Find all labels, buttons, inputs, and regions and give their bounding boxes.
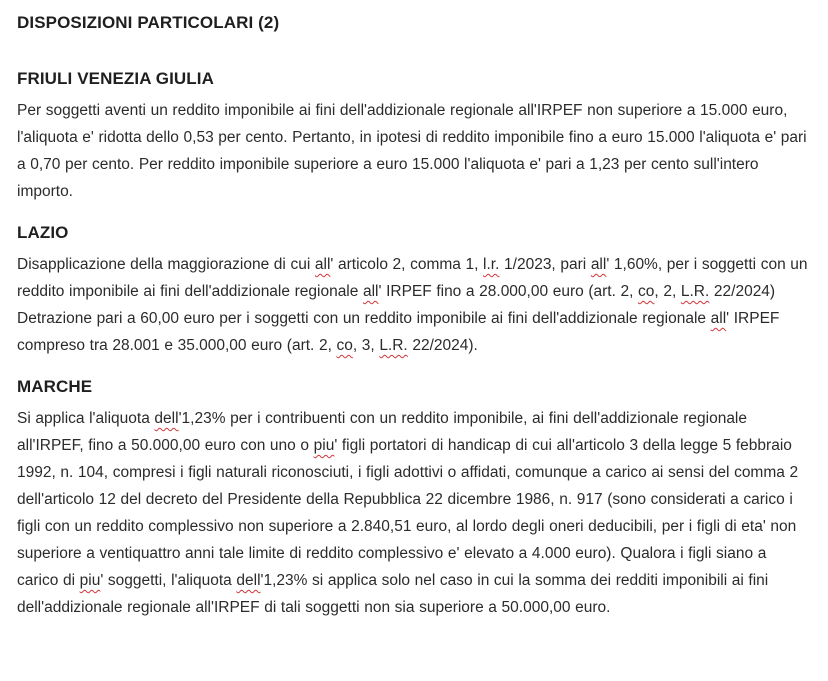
- misspelled-word: dell: [154, 410, 179, 427]
- text-run: ' articolo 2, comma 1,: [330, 256, 484, 273]
- text-run: '1,23% si applica solo nel caso in cui la somma dei redditi imponibili ai fini dell'addizionale regionale all'IRPEF di tali soggetti non sia superiore a 50.000,00 euro.: [17, 572, 769, 616]
- text-run: 22/2024) Detrazione pari a 60,00 euro per i soggetti con un reddito imponibile ai fini dell'addizionale regionale: [17, 283, 776, 327]
- misspelled-word: all: [314, 256, 331, 273]
- misspelled-word: co: [336, 337, 353, 354]
- page-title: DISPOSIZIONI PARTICOLARI (2): [17, 13, 280, 32]
- section-heading: MARCHE: [17, 377, 93, 396]
- text-run: ' figli portatori di handicap di cui all'articolo 3 della legge 5 febbraio 1992, n. 104, compresi i figli naturali riconosciuti, i figli adottivi o affidati, comunque a carico ai sensi del comma 2 dell'articolo 12 del decreto del Presidente della Repubblica 22 dicembre 1986, n. 917 (sono considerati a carico i figli con un reddito complessivo non superiore a 2.840,51 euro, al lordo degli oneri deducibili, per i figli di eta' non superiore a ventiquattro anni tale limite di reddito complessivo e' elevato a 4.000 euro). Qualora i figli siano a carico di: [17, 437, 799, 589]
- text-run: 22/2024).: [407, 337, 478, 354]
- section-heading: LAZIO: [17, 223, 69, 242]
- misspelled-word: piu: [313, 437, 335, 454]
- misspelled-word: l.r.: [483, 256, 500, 273]
- text-run: , 3,: [352, 337, 380, 354]
- section-heading: FRIULI VENEZIA GIULIA: [17, 69, 214, 88]
- misspelled-word: all: [710, 310, 727, 327]
- section-lazio: [17, 222, 812, 359]
- section-paragraph: [17, 97, 812, 205]
- misspelled-word: piu: [79, 572, 101, 589]
- text-run: Si applica l'aliquota: [17, 410, 155, 427]
- misspelled-word: co: [638, 283, 655, 300]
- text-run: Per soggetti aventi un reddito imponibile ai fini dell'addizionale regionale all'IRPEF non superiore a 15.000 euro, l'aliquota e' ridotta dello 0,53 per cento. Pertanto, in ipotesi di reddito imponibile fino a euro 15.000 l'aliquota e' pari a 0,70 per cento. Per reddito imponibile superiore a euro 15.000 l'aliquota e' pari a 1,23 per cento sull'intero importo.: [17, 102, 807, 200]
- section-paragraph: [17, 251, 812, 359]
- misspelled-word: L.R.: [379, 337, 408, 354]
- text-run: , 2,: [654, 283, 681, 300]
- text-run: ' soggetti, l'aliquota: [100, 572, 237, 589]
- misspelled-word: dell: [236, 572, 261, 589]
- text-run: ' IRPEF fino a 28.000,00 euro (art. 2,: [378, 283, 639, 300]
- text-run: Disapplicazione della maggiorazione di cui: [17, 256, 315, 273]
- text-run: 1/2023, pari: [499, 256, 591, 273]
- misspelled-word: all: [590, 256, 607, 273]
- misspelled-word: all: [362, 283, 379, 300]
- section-paragraph: [17, 405, 812, 621]
- section-friuli-venezia-giulia: [17, 68, 812, 205]
- text-run: ' IRPEF compreso tra 28.001 e 35.000,00 euro (art. 2,: [17, 310, 780, 354]
- text-run: '1,23% per i contribuenti con un reddito imponibile, ai fini dell'addizionale regionale all'IRPEF, fino a 50.000,00 euro con uno o: [17, 410, 747, 454]
- section-marche: [17, 376, 812, 621]
- misspelled-word: L.R.: [680, 283, 710, 300]
- text-run: ' 1,60%, per i soggetti con un reddito imponibile ai fini dell'addizionale regionale: [17, 256, 808, 300]
